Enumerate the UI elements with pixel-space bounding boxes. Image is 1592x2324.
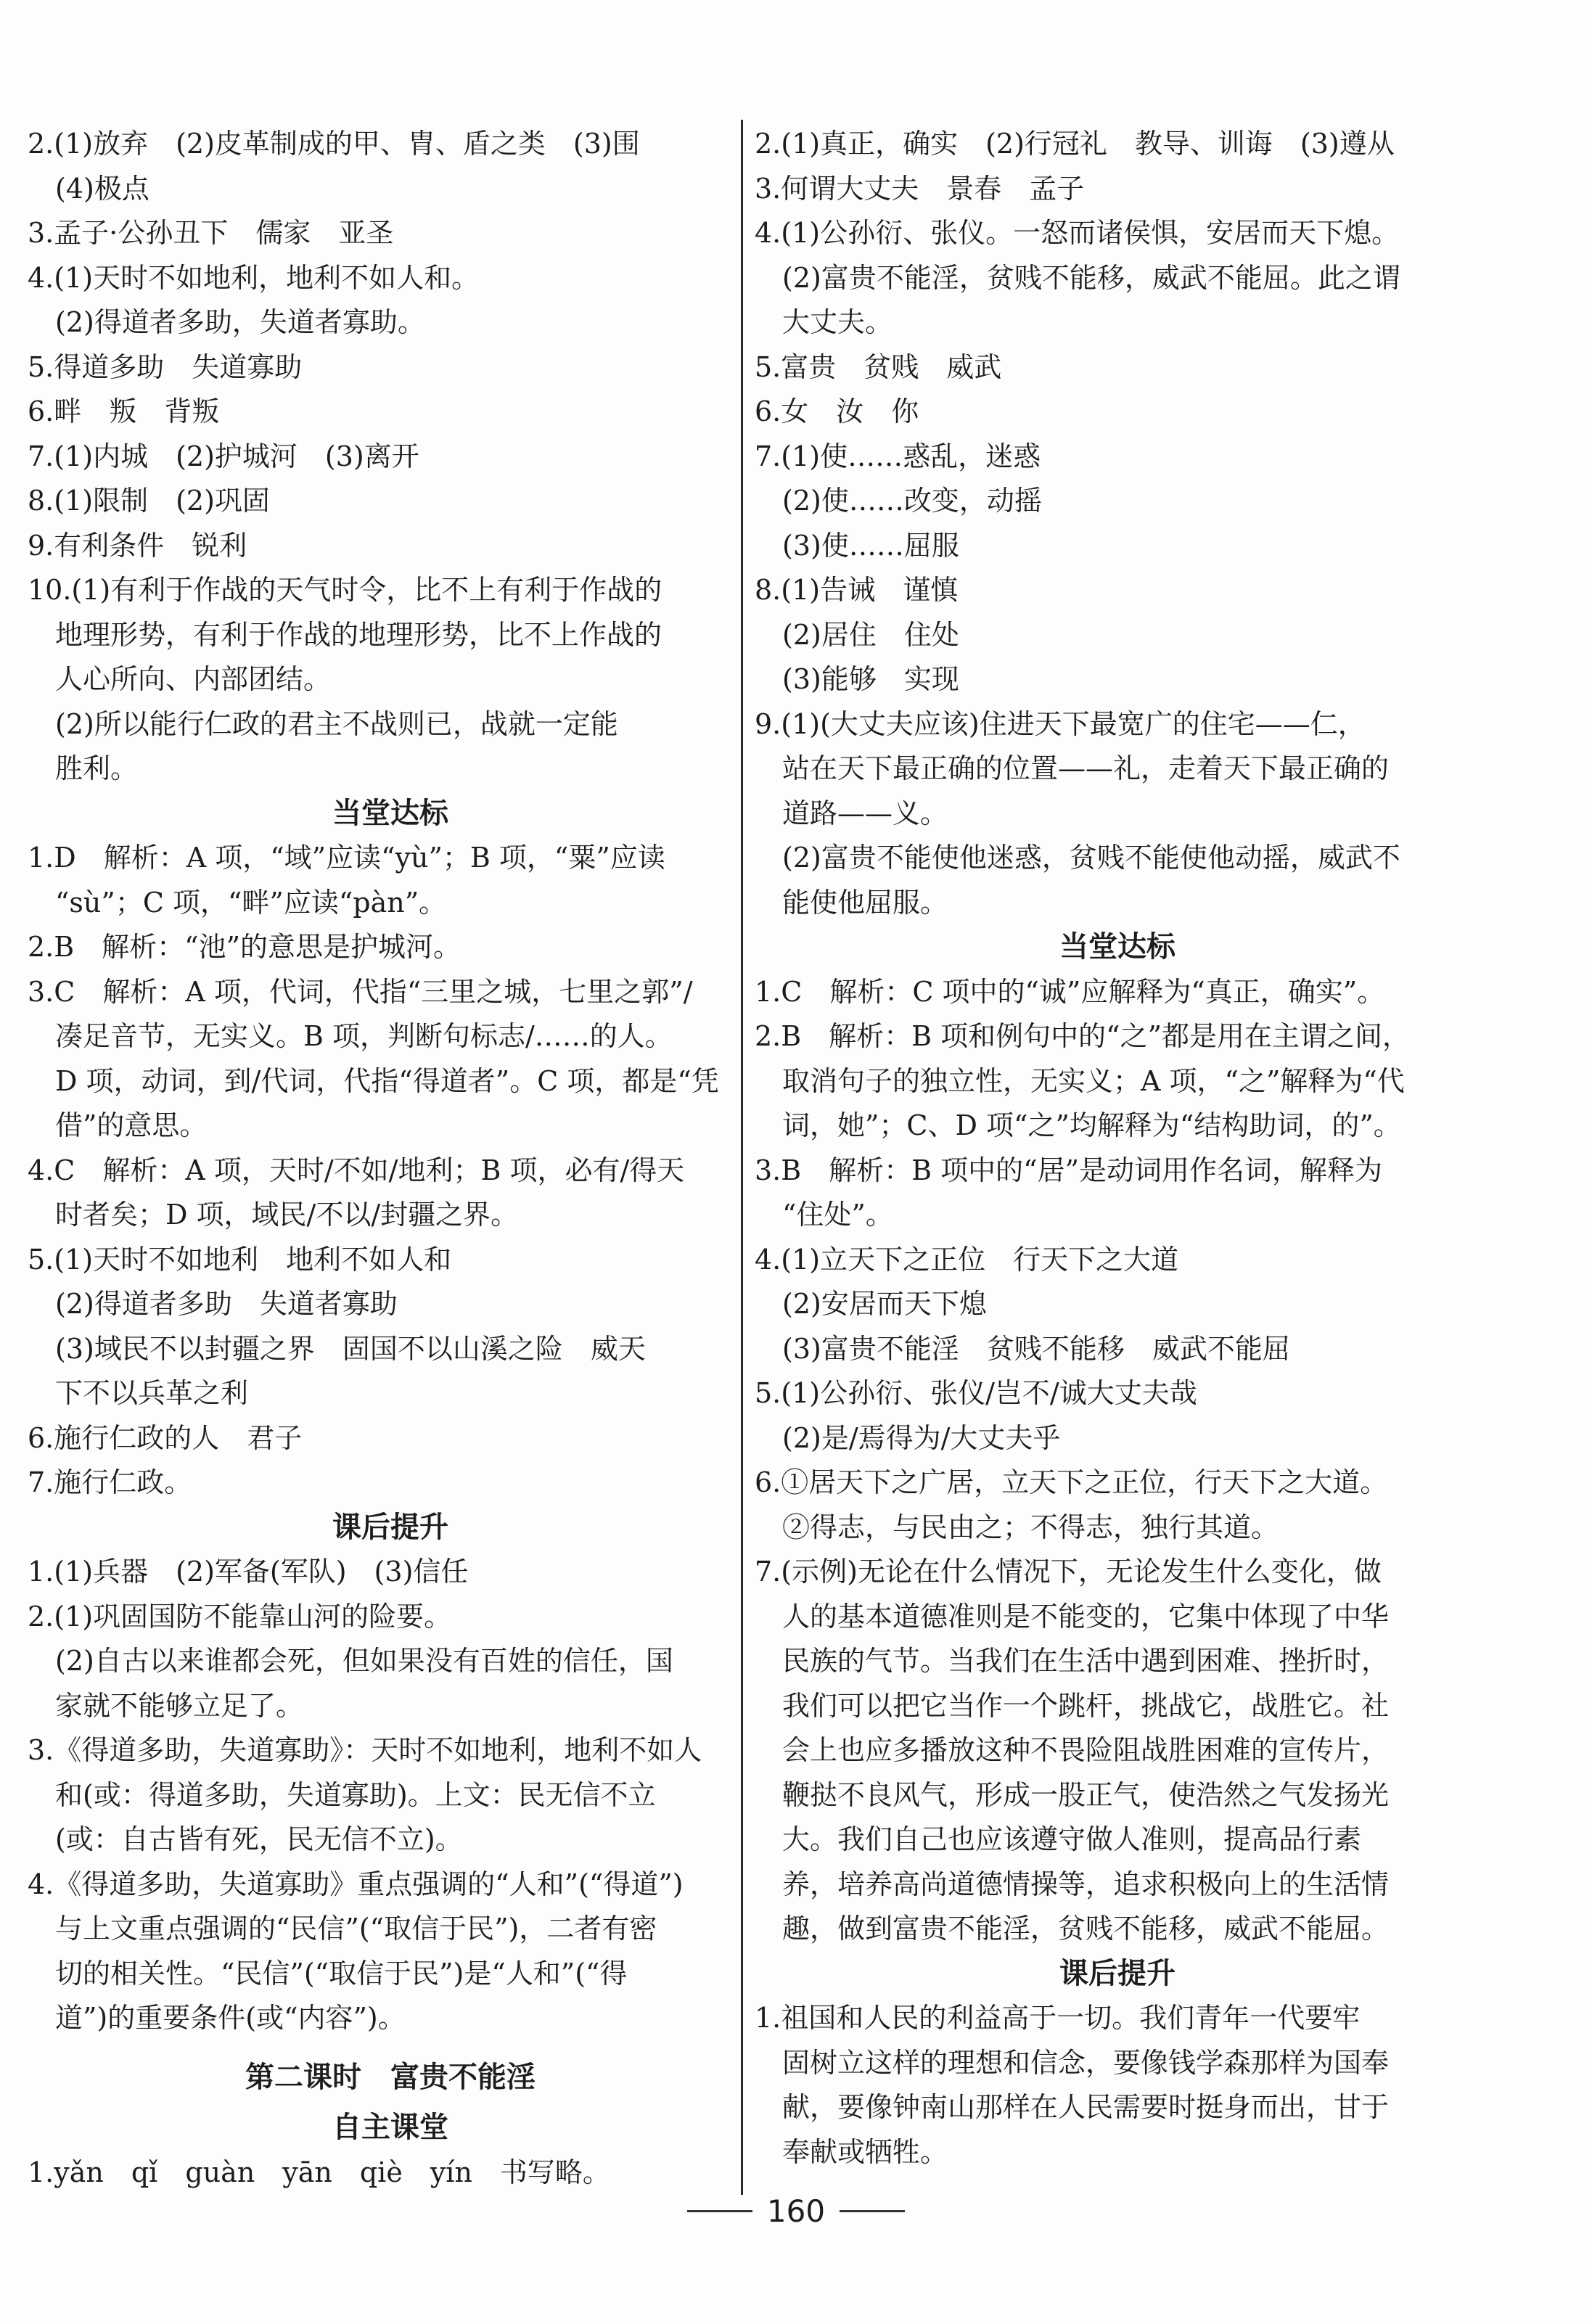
answer-line: 5.得道多助 失道寡助 xyxy=(28,350,303,383)
answer-line: 固树立这样的理想和信念，要像钱学森那样为国奉 xyxy=(755,2046,1390,2079)
answer-line: 我们可以把它当作一个跳杆，挑战它，战胜它。社 xyxy=(755,1689,1390,1722)
column-divider xyxy=(741,120,743,2195)
section-heading: 当堂达标 xyxy=(1059,930,1175,964)
page-number: 160 xyxy=(766,2193,826,2229)
answer-line: 切的相关性。“民信”(“取信于民”)是“人和”(“得 xyxy=(28,1957,628,1990)
answer-line: 人的基本道德准则是不能变的，它集中体现了中华 xyxy=(755,1600,1390,1633)
answer-line: 家就不能够立足了。 xyxy=(28,1689,304,1722)
answer-line: D 项，动词，到/代词，代指“得道者”。C 项，都是“凭 xyxy=(28,1064,719,1097)
answer-line: (2)居住 住处 xyxy=(755,618,959,651)
answer-line: 与上文重点强调的“民信”(“取信于民”)，二者有密 xyxy=(28,1913,657,1945)
answer-line: (或：自古皆有死，民无信不立)。 xyxy=(28,1823,463,1855)
answer-line: 胜利。 xyxy=(28,752,139,784)
answer-line: 词，她”；C、D 项“之”均解释为“结构助词，的”。 xyxy=(755,1109,1401,1141)
answer-line: 4.(1)天时不如地利，地利不如人和。 xyxy=(28,261,480,294)
answer-line: 1.C 解析：C 项中的“诚”应解释为“真正，确实”。 xyxy=(755,975,1385,1008)
answer-line: 4.(1)立天下之正位 行天下之大道 xyxy=(755,1243,1179,1276)
answer-line: 6.畔 叛 背叛 xyxy=(28,395,220,427)
answer-line: 2.B 解析：B 项和例句中的“之”都是用在主谓之间， xyxy=(755,1020,1411,1052)
answer-line: 3.孟子·公孙丑下 儒家 亚圣 xyxy=(28,217,394,249)
answer-line: 能使他屈服。 xyxy=(755,886,948,919)
answer-line: 3.C 解析：A 项，代词，代指“三里之城，七里之郭”/ xyxy=(28,975,693,1008)
answer-line: 道路——义。 xyxy=(755,797,948,829)
answer-line: (3)富贵不能淫 贫贱不能移 威武不能屈 xyxy=(755,1332,1290,1365)
answer-line: 站在天下最正确的位置——礼，走着天下最正确的 xyxy=(755,752,1390,784)
answer-line: 3.何谓大丈夫 景春 孟子 xyxy=(755,172,1085,205)
answer-line: 1.祖国和人民的利益高于一切。我们青年一代要牢 xyxy=(755,2002,1361,2034)
page-footer xyxy=(0,2191,1592,2229)
answer-line: “住处”。 xyxy=(755,1199,893,1231)
answer-line: 1.(1)兵器 (2)军备(军队) (3)信任 xyxy=(28,1556,469,1588)
answer-line: 2.(1)放弃 (2)皮革制成的甲、胄、盾之类 (3)围 xyxy=(28,128,640,160)
footer-rule-right xyxy=(840,2210,905,2212)
answer-line: 10.(1)有利于作战的天气时令，比不上有利于作战的 xyxy=(28,574,662,606)
section-heading: 自主课堂 xyxy=(332,2111,448,2144)
answer-line: (2)得道者多助，失道者寡助。 xyxy=(28,306,425,338)
answer-line: 7.(示例)无论在什么情况下，无论发生什么变化，做 xyxy=(755,1556,1382,1588)
answer-line: 人心所向、内部团结。 xyxy=(28,663,332,695)
answer-line: 2.(1)巩固国防不能靠山河的险要。 xyxy=(28,1600,452,1633)
answer-line: 6.①居天下之广居，立天下之正位，行天下之大道。 xyxy=(755,1466,1388,1498)
answer-line: 1.D 解析：A 项，“域”应读“yù”；B 项，“粟”应读 xyxy=(28,842,665,874)
answer-line: 时者矣；D 项，域民/不以/封疆之界。 xyxy=(28,1199,519,1231)
answer-line: 2.B 解析：“池”的意思是护城河。 xyxy=(28,931,461,963)
left-column xyxy=(28,122,753,2195)
answer-line: 4.(1)公孙衍、张仪。一怒而诸侯惧，安居而天下熄。 xyxy=(755,217,1400,249)
answer-line: (2)安居而天下熄 xyxy=(755,1288,987,1320)
answer-line: 鞭挞不良风气，形成一股正气，使浩然之气发扬光 xyxy=(755,1778,1390,1811)
answer-line: 奉献或牺牲。 xyxy=(755,2135,948,2168)
answer-line: “sù”；C 项，“畔”应读“pàn”。 xyxy=(28,886,447,919)
answer-line: (3)能够 实现 xyxy=(755,663,959,695)
answer-line: 地理形势，有利于作战的地理形势，比不上作战的 xyxy=(28,618,662,651)
section-heading: 当堂达标 xyxy=(332,796,448,830)
answer-line: 5.富贵 贫贱 威武 xyxy=(755,350,1002,383)
lesson-subtitle: 第二课时 富贵不能淫 xyxy=(245,2060,536,2094)
answer-line: 3.《得道多助，失道寡助》：天时不如地利，地利不如人 xyxy=(28,1734,702,1766)
answer-line: 献，要像钟南山那样在人民需要时挺身而出，甘于 xyxy=(755,2091,1390,2123)
answer-line: (2)富贵不能使他迷惑，贫贱不能使他动摇，威武不 xyxy=(755,842,1400,874)
answer-line: (3)使……屈服 xyxy=(755,529,959,562)
answer-line: 7.施行仁政。 xyxy=(28,1466,192,1498)
answer-line: 民族的气节。当我们在生活中遇到困难、挫折时， xyxy=(755,1645,1390,1677)
answer-line: 6.施行仁政的人 君子 xyxy=(28,1421,303,1454)
footer-rule-left xyxy=(687,2210,752,2212)
answer-line: 借”的意思。 xyxy=(28,1109,208,1141)
answer-line: 会上也应多播放这种不畏险阻战胜困难的宣传片， xyxy=(755,1734,1390,1766)
answer-line: (2)所以能行仁政的君主不战则已，战就一定能 xyxy=(28,707,618,740)
answer-line: 4.C 解析：A 项，天时/不如/地利；B 项，必有/得天 xyxy=(28,1154,685,1186)
answer-line: ②得志，与民由之；不得志，独行其道。 xyxy=(755,1511,1279,1543)
answer-line: 9.(1)(大丈夫应该)住进天下最宽广的住宅——仁， xyxy=(755,707,1366,740)
answer-line: 9.有利条件 锐利 xyxy=(28,529,247,562)
answer-line: 下不以兵革之利 xyxy=(28,1377,249,1409)
answer-line: 5.(1)公孙衍、张仪/岂不/诚大丈夫哉 xyxy=(755,1377,1197,1409)
answer-line: 7.(1)内城 (2)护城河 (3)离开 xyxy=(28,440,419,472)
right-column xyxy=(755,122,1480,2175)
answer-line: (4)极点 xyxy=(28,172,149,205)
answer-line: 4.《得道多助，失道寡助》重点强调的“人和”(“得道”) xyxy=(28,1868,684,1900)
answer-line: 凑足音节，无实义。B 项，判断句标志/……的人。 xyxy=(28,1020,673,1052)
section-heading: 课后提升 xyxy=(332,1510,448,1544)
answer-line: 5.(1)天时不如地利 地利不如人和 xyxy=(28,1243,452,1276)
answer-line: 道”)的重要条件(或“内容”)。 xyxy=(28,2002,406,2034)
answer-line: 大。我们自己也应该遵守做人准则，提高品行素 xyxy=(755,1823,1362,1855)
answer-line: 1.yǎn qǐ guàn yān qiè yín 书写略。 xyxy=(28,2156,610,2188)
answer-line: (2)自古以来谁都会死，但如果没有百姓的信任，国 xyxy=(28,1645,673,1677)
answer-line: 7.(1)使……惑乱，迷惑 xyxy=(755,440,1041,472)
answer-line: 6.女 汝 你 xyxy=(755,395,919,427)
answer-line: (3)域民不以封疆之界 固国不以山溪之险 威天 xyxy=(28,1332,646,1365)
answer-line: 3.B 解析：B 项中的“居”是动词用作名词，解释为 xyxy=(755,1154,1383,1186)
answer-line: (2)得道者多助 失道者寡助 xyxy=(28,1288,398,1320)
answer-line: 8.(1)限制 (2)巩固 xyxy=(28,485,270,517)
answer-line: (2)富贵不能淫，贫贱不能移，威武不能屈。此之谓 xyxy=(755,261,1400,294)
answer-line: 趣，做到富贵不能淫，贫贱不能移，威武不能屈。 xyxy=(755,1913,1390,1945)
section-heading: 课后提升 xyxy=(1059,1956,1175,1990)
answer-line: 取消句子的独立性，无实义；A 项，“之”解释为“代 xyxy=(755,1064,1405,1097)
answer-line: (2)使……改变，动摇 xyxy=(755,485,1042,517)
answer-line: 大丈夫。 xyxy=(755,306,893,338)
answer-line: 8.(1)告诫 谨慎 xyxy=(755,574,959,606)
answer-line: 养，培养高尚道德情操等，追求积极向上的生活情 xyxy=(755,1868,1390,1900)
answer-line: 和(或：得道多助，失道寡助)。上文：民无信不立 xyxy=(28,1778,656,1811)
answer-line: 2.(1)真正，确实 (2)行冠礼 教导、训诲 (3)遵从 xyxy=(755,128,1395,160)
answer-line: (2)是/焉得为/大丈夫乎 xyxy=(755,1421,1061,1454)
